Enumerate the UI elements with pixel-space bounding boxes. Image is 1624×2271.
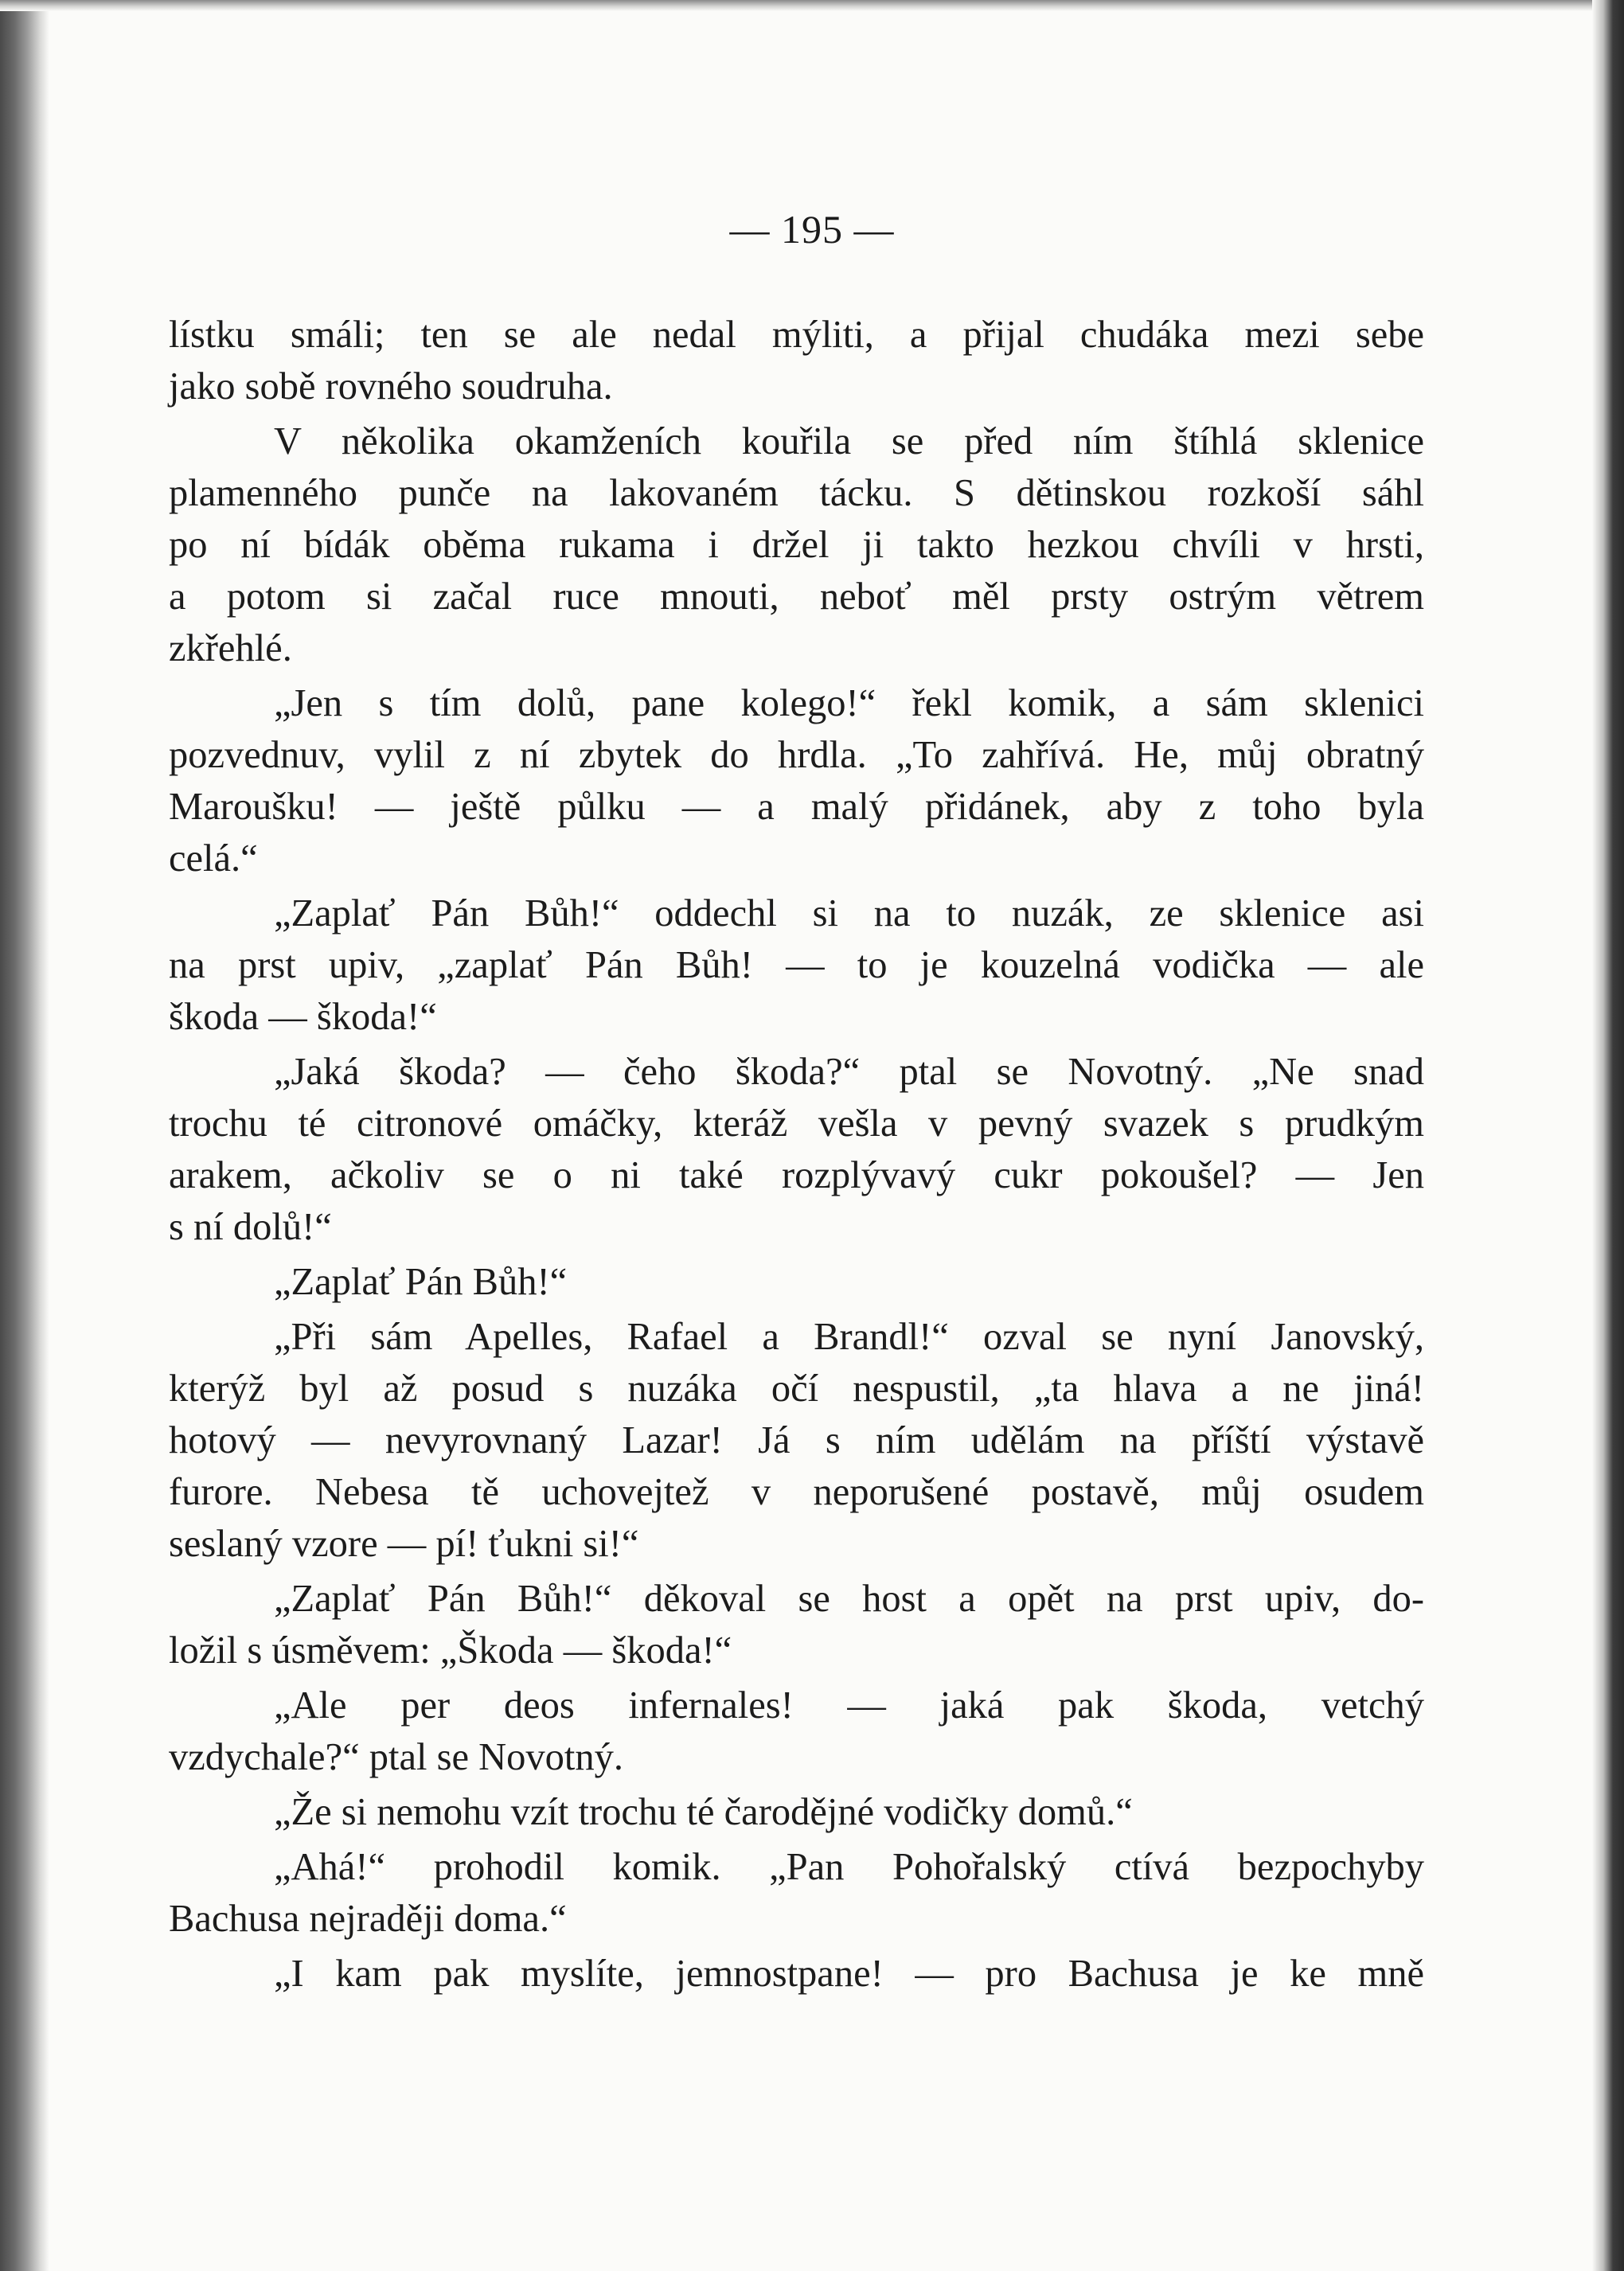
text-line: „Ale per deos infernales! — jaká pak škoda, vetchý xyxy=(274,1684,1424,1727)
paragraph xyxy=(169,309,1424,412)
text-line: na prst upiv, „zaplať Pán Bůh! — to je kouzelná vodička — ale xyxy=(169,944,1424,986)
text-line: „I kam pak myslíte, jemnostpane! — pro Bachusa je ke mně xyxy=(274,1953,1424,1995)
text-line: jako sobě rovného soudruha. xyxy=(169,365,613,408)
text-line: a potom si začal ruce mnouti, neboť měl prsty ostrým větrem xyxy=(169,576,1424,618)
text-line: „Zaplať Pán Bůh!“ oddechl si na to nuzák, ze sklenice asi xyxy=(274,892,1424,935)
paragraph xyxy=(169,677,1424,884)
text-line: pozvednuv, vylil z ní zbytek do hrdla. „To zahřívá. He, můj obratný xyxy=(169,734,1424,776)
text-line: „Že si nemohu vzít trochu té čarodějné vodičky domů.“ xyxy=(274,1791,1133,1833)
text-line: vzdychale?“ ptal se Novotný. xyxy=(169,1736,624,1778)
text-line: „Zaplať Pán Bůh!“ děkoval se host a opět na prst upiv, do- xyxy=(274,1578,1424,1620)
top-edge xyxy=(0,0,1624,11)
paragraph xyxy=(169,1573,1424,1676)
text-line: škoda — škoda!“ xyxy=(169,996,437,1038)
text-line: zkřehlé. xyxy=(169,627,292,669)
page-number: — 195 — xyxy=(729,207,895,252)
paragraph xyxy=(169,1311,1424,1570)
text-line: „Ahá!“ prohodil komik. „Pan Pohořalský ctívá bezpochyby xyxy=(274,1846,1424,1888)
paragraph xyxy=(169,1948,1424,2000)
binding-edge xyxy=(0,0,49,2271)
text-line: lístku smáli; ten se ale nedal mýliti, a přijal chudáka mezi sebe xyxy=(169,314,1424,356)
text-line: arakem, ačkoliv se o ni také rozplývavý cukr pokoušel? — Jen xyxy=(169,1154,1424,1196)
text-line: po ní bídák oběma rukama i držel ji takto hezkou chvíli v hrsti, xyxy=(169,524,1424,566)
paragraph xyxy=(169,1046,1424,1253)
paragraph xyxy=(169,1256,1424,1308)
paragraph xyxy=(169,888,1424,1043)
paragraph xyxy=(169,1786,1424,1838)
text-line: „Při sám Apelles, Rafael a Brandl!“ ozval se nyní Janovský, xyxy=(274,1316,1424,1358)
text-line: s ní dolů!“ xyxy=(169,1206,332,1248)
right-page-edge xyxy=(1592,0,1624,2271)
text-line: V několika okamženích kouřila se před ním štíhlá sklenice xyxy=(274,420,1424,462)
text-line: kterýž byl až posud s nuzáka očí nespustil, „ta hlava a ne jiná! xyxy=(169,1368,1424,1410)
body-text xyxy=(169,309,1424,2003)
text-line: seslaný vzore — pí! ťukni si!“ xyxy=(169,1523,639,1565)
text-line: „Jaká škoda? — čeho škoda?“ ptal se Novotný. „Ne snad xyxy=(274,1051,1424,1093)
paragraph xyxy=(169,1841,1424,1945)
text-line: Maroušku! — ještě půlku — a malý přidánek, aby z toho byla xyxy=(169,786,1424,828)
paragraph xyxy=(169,416,1424,674)
text-line: celá.“ xyxy=(169,837,258,880)
text-line: trochu té citronové omáčky, kteráž vešla v pevný svazek s prudkým xyxy=(169,1102,1424,1145)
text-line: ložil s úsměvem: „Škoda — škoda!“ xyxy=(169,1629,732,1672)
text-line: plamenného punče na lakovaném tácku. S dětinskou rozkoší sáhl xyxy=(169,472,1424,514)
paragraph xyxy=(169,1680,1424,1783)
text-line: „Zaplať Pán Bůh!“ xyxy=(274,1261,568,1303)
text-line: Bachusa nejraději doma.“ xyxy=(169,1898,567,1940)
text-line: furore. Nebesa tě uchovejtež v neporušené postavě, můj osudem xyxy=(169,1471,1424,1513)
text-line: „Jen s tím dolů, pane kolego!“ řekl komik, a sám sklenici xyxy=(274,682,1424,724)
text-line: hotový — nevyrovnaný Lazar! Já s ním udělám na příští výstavě xyxy=(169,1419,1424,1461)
